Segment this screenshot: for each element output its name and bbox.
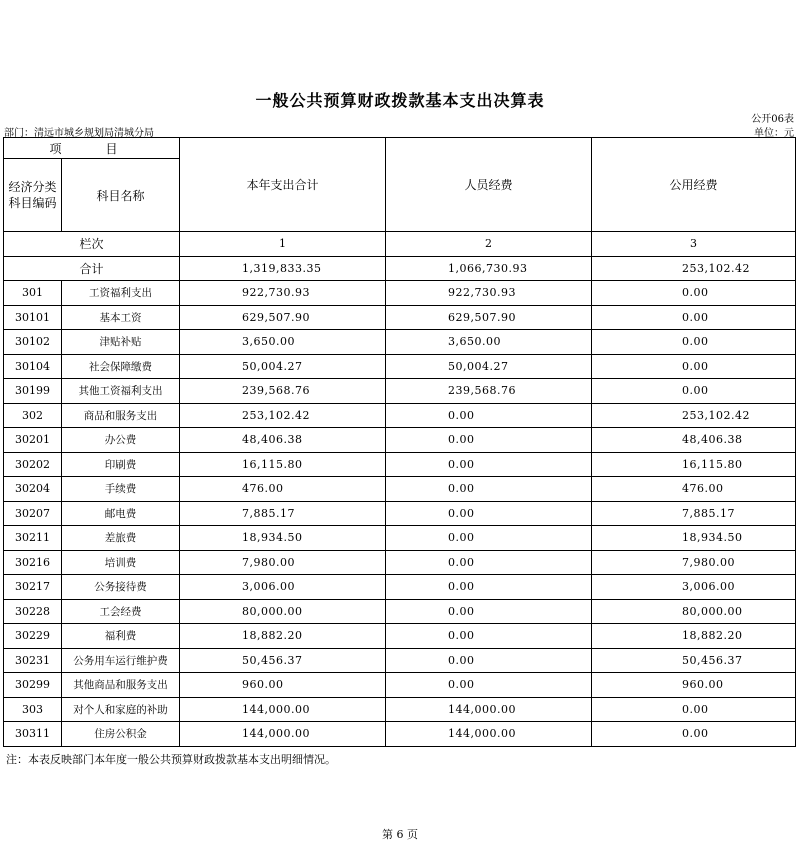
row-personnel: 0.00: [386, 526, 592, 551]
row-code: 30229: [4, 624, 62, 649]
row-name: 公务用车运行维护费: [62, 648, 180, 673]
row-personnel: 50,004.27: [386, 354, 592, 379]
row-personnel: 0.00: [386, 624, 592, 649]
row-name: 社会保障缴费: [62, 354, 180, 379]
row-personnel: 0.00: [386, 599, 592, 624]
header-econ-code: 经济分类科目编码: [4, 159, 62, 232]
table-row: [4, 673, 796, 698]
total-label: 合计: [4, 256, 180, 281]
row-personnel: 0.00: [386, 673, 592, 698]
table-row: [4, 550, 796, 575]
row-name: 公务接待费: [62, 575, 180, 600]
row-total: 50,456.37: [180, 648, 386, 673]
row-name: 邮电费: [62, 501, 180, 526]
row-code: 30211: [4, 526, 62, 551]
table-note: 注：本表反映部门本年度一般公共预算财政拨款基本支出明细情况。: [6, 753, 336, 766]
row-name: 其他工资福利支出: [62, 379, 180, 404]
col-index-3: 3: [592, 232, 796, 257]
row-code: 302: [4, 403, 62, 428]
row-total: 922,730.93: [180, 281, 386, 306]
row-total: 7,980.00: [180, 550, 386, 575]
table-row: [4, 624, 796, 649]
row-public: 16,115.80: [592, 452, 796, 477]
row-name: 办公费: [62, 428, 180, 453]
row-total: 48,406.38: [180, 428, 386, 453]
row-total: 3,006.00: [180, 575, 386, 600]
row-public: 80,000.00: [592, 599, 796, 624]
row-public: 253,102.42: [592, 403, 796, 428]
row-public: 48,406.38: [592, 428, 796, 453]
budget-table: [3, 137, 796, 747]
row-public: 7,980.00: [592, 550, 796, 575]
row-code: 30228: [4, 599, 62, 624]
row-public: 0.00: [592, 354, 796, 379]
row-personnel: 0.00: [386, 477, 592, 502]
form-code: 公开06表: [751, 114, 794, 125]
row-total: 144,000.00: [180, 722, 386, 747]
row-public: 7,885.17: [592, 501, 796, 526]
row-public: 18,934.50: [592, 526, 796, 551]
col-index-1: 1: [180, 232, 386, 257]
row-code: 30102: [4, 330, 62, 355]
row-personnel: 922,730.93: [386, 281, 592, 306]
row-code: 30202: [4, 452, 62, 477]
row-personnel: 144,000.00: [386, 722, 592, 747]
table-row: [4, 477, 796, 502]
table-row: [4, 697, 796, 722]
row-total: 960.00: [180, 673, 386, 698]
row-personnel: 0.00: [386, 452, 592, 477]
page-number: 第 6 页: [382, 828, 418, 841]
row-personnel: 239,568.76: [386, 379, 592, 404]
row-public: 0.00: [592, 379, 796, 404]
row-code: 30299: [4, 673, 62, 698]
table-row: [4, 526, 796, 551]
row-name: 对个人和家庭的补助: [62, 697, 180, 722]
table-row: [4, 599, 796, 624]
total-row: [4, 256, 796, 281]
col-index-label: 栏次: [4, 232, 180, 257]
row-code: 30217: [4, 575, 62, 600]
row-name: 商品和服务支出: [62, 403, 180, 428]
table-row: [4, 575, 796, 600]
table-row: [4, 330, 796, 355]
row-name: 差旅费: [62, 526, 180, 551]
row-total: 18,882.20: [180, 624, 386, 649]
row-code: 30207: [4, 501, 62, 526]
table-row: [4, 428, 796, 453]
row-personnel: 144,000.00: [386, 697, 592, 722]
row-personnel: 0.00: [386, 648, 592, 673]
department-label: 部门：清远市城乡规划局清城分局: [4, 128, 154, 139]
row-public: 0.00: [592, 697, 796, 722]
row-code: 30204: [4, 477, 62, 502]
row-name: 工资福利支出: [62, 281, 180, 306]
row-name: 津贴补贴: [62, 330, 180, 355]
row-code: 30231: [4, 648, 62, 673]
row-public: 3,006.00: [592, 575, 796, 600]
col-index-2: 2: [386, 232, 592, 257]
row-total: 144,000.00: [180, 697, 386, 722]
unit-label: 单位：元: [754, 128, 794, 139]
row-total: 253,102.42: [180, 403, 386, 428]
table-row: [4, 403, 796, 428]
row-name: 印刷费: [62, 452, 180, 477]
row-code: 30311: [4, 722, 62, 747]
row-personnel: 629,507.90: [386, 305, 592, 330]
row-name: 福利费: [62, 624, 180, 649]
row-code: 30199: [4, 379, 62, 404]
table-row: [4, 354, 796, 379]
row-total: 7,885.17: [180, 501, 386, 526]
table-row: [4, 379, 796, 404]
row-name: 其他商品和服务支出: [62, 673, 180, 698]
row-total: 50,004.27: [180, 354, 386, 379]
row-total: 16,115.80: [180, 452, 386, 477]
table-row: [4, 501, 796, 526]
page-title: 一般公共预算财政拨款基本支出决算表: [255, 91, 545, 110]
row-name: 基本工资: [62, 305, 180, 330]
table-row: [4, 722, 796, 747]
row-name: 住房公积金: [62, 722, 180, 747]
row-public: 0.00: [592, 330, 796, 355]
row-name: 工会经费: [62, 599, 180, 624]
row-name: 手续费: [62, 477, 180, 502]
row-total: 18,934.50: [180, 526, 386, 551]
table-row: [4, 648, 796, 673]
row-personnel: 0.00: [386, 403, 592, 428]
row-public: 960.00: [592, 673, 796, 698]
total-amount: 1,319,833.35: [180, 256, 386, 281]
header-personnel: 人员经费: [386, 138, 592, 232]
row-personnel: 0.00: [386, 501, 592, 526]
row-public: 18,882.20: [592, 624, 796, 649]
row-public: 0.00: [592, 722, 796, 747]
row-total: 3,650.00: [180, 330, 386, 355]
row-personnel: 0.00: [386, 550, 592, 575]
table-row: [4, 281, 796, 306]
row-total: 239,568.76: [180, 379, 386, 404]
header-total: 本年支出合计: [180, 138, 386, 232]
row-code: 30101: [4, 305, 62, 330]
row-total: 629,507.90: [180, 305, 386, 330]
row-code: 30216: [4, 550, 62, 575]
row-public: 0.00: [592, 281, 796, 306]
row-code: 303: [4, 697, 62, 722]
header-subject-name: 科目名称: [62, 159, 180, 232]
row-total: 476.00: [180, 477, 386, 502]
table-row: [4, 452, 796, 477]
row-code: 30201: [4, 428, 62, 453]
row-public: 0.00: [592, 305, 796, 330]
row-public: 476.00: [592, 477, 796, 502]
total-public: 253,102.42: [592, 256, 796, 281]
header-project: 项 目: [4, 138, 180, 159]
row-personnel: 3,650.00: [386, 330, 592, 355]
row-code: 30104: [4, 354, 62, 379]
row-public: 50,456.37: [592, 648, 796, 673]
row-total: 80,000.00: [180, 599, 386, 624]
row-personnel: 0.00: [386, 428, 592, 453]
header-public: 公用经费: [592, 138, 796, 232]
table-row: [4, 305, 796, 330]
row-code: 301: [4, 281, 62, 306]
row-personnel: 0.00: [386, 575, 592, 600]
row-name: 培训费: [62, 550, 180, 575]
total-personnel: 1,066,730.93: [386, 256, 592, 281]
